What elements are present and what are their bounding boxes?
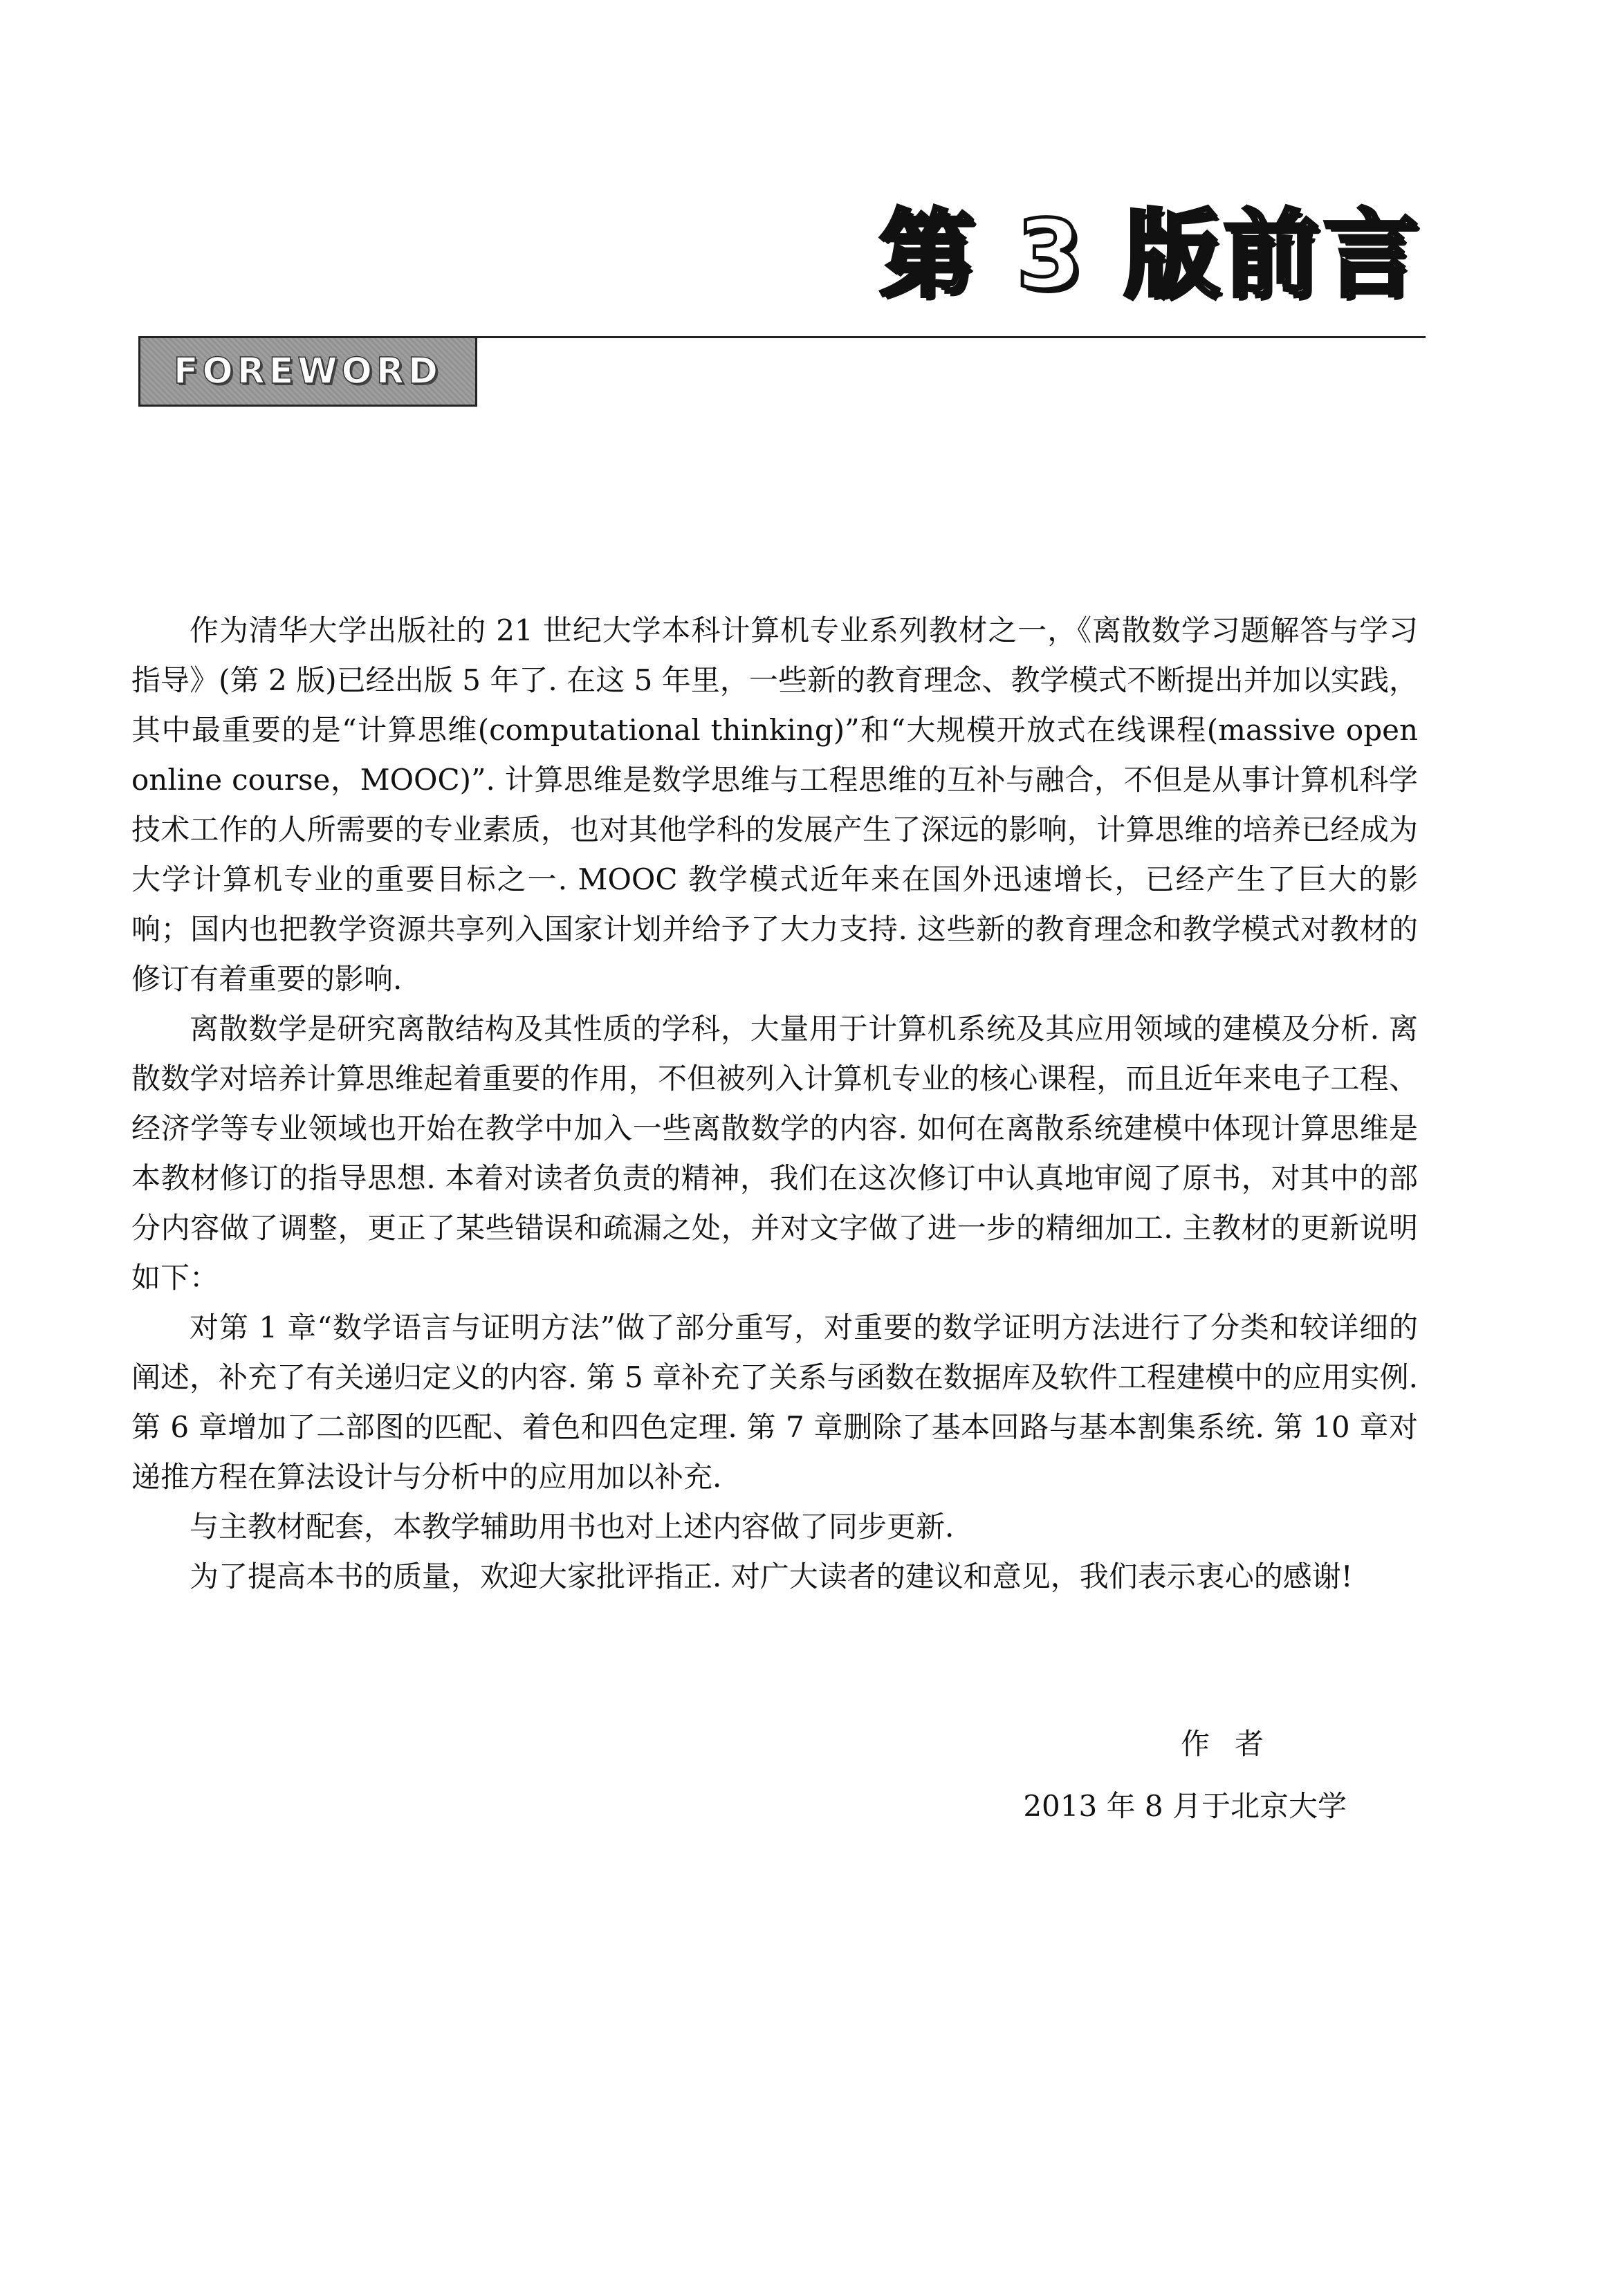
preface-body bbox=[131, 606, 1418, 1602]
paragraph-4: 与主教材配套，本教学辅助用书也对上述内容做了同步更新. bbox=[190, 1510, 955, 1544]
paragraph-2: 离散数学是研究离散结构及其性质的学科，大量用于计算机系统及其应用领域的建模及分析. 离散数学对培养计算思维起着重要的作用，不但被列入计算机专业的核心课程，而且近年来电子工程、经济学等专业领域也开始在教学中加入一些离散数学的内容. 如何在离散系统建模中体现计算思维是本教材修订的指导思想. 本着对读者负责的精神，我们在这次修订中认真地审阅了原书，对其中的部分内容做了调整，更正了某些错误和疏漏之处，并对文字做了进一步的精细加工. 主教材的更新说明如下： bbox=[131, 1012, 1418, 1295]
paragraph-3: 对第 1 章“数学语言与证明方法”做了部分重写，对重要的数学证明方法进行了分类和较详细的阐述，补充了有关递归定义的内容. 第 5 章补充了关系与函数在数据库及软件工程建模中的应用实例. 第 6 章增加了二部图的匹配、着色和四色定理. 第 7 章删除了基本回路与基本割集系统. 第 10 章对递推方程在算法设计与分析中的应用加以补充. bbox=[131, 1311, 1418, 1494]
page-title: 第 3 版前言 bbox=[878, 199, 1423, 311]
paragraph-1: 作为清华大学出版社的 21 世纪大学本科计算机专业系列教材之一，《离散数学习题解答与学习指导》(第 2 版)已经出版 5 年了. 在这 5 年里，一些新的教育理念、教学模式不断提出并加以实践，其中最重要的是“计算思维(computational thinking)”和“大规模开放式在线课程(massive open online course，MOOC)”. 计算思维是数学思维与工程思维的互补与融合，不但是从事计算机科学技术工作的人所需要的专业素质，也对其他学科的发展产生了深远的影响，计算思维的培养已经成为大学计算机专业的重要目标之一. MOOC 教学模式近年来在国外迅速增长，已经产生了巨大的影响；国内也把教学资源共享列入国家计划并给予了大力支持. 这些新的教育理念和教学模式对教材的修订有着重要的影响. bbox=[131, 613, 1418, 996]
foreword-badge-label: FOREWORD bbox=[173, 351, 443, 392]
signature-date: 2013 年 8 月于北京大学 bbox=[1023, 1789, 1347, 1823]
foreword-badge bbox=[138, 336, 477, 407]
signature-block bbox=[1023, 1719, 1347, 1831]
author-signature: 作者 bbox=[1180, 1727, 1289, 1761]
paragraph-5: 为了提高本书的质量，欢迎大家批评指正. 对广大读者的建议和意见，我们表示衷心的感谢! bbox=[190, 1559, 1353, 1593]
